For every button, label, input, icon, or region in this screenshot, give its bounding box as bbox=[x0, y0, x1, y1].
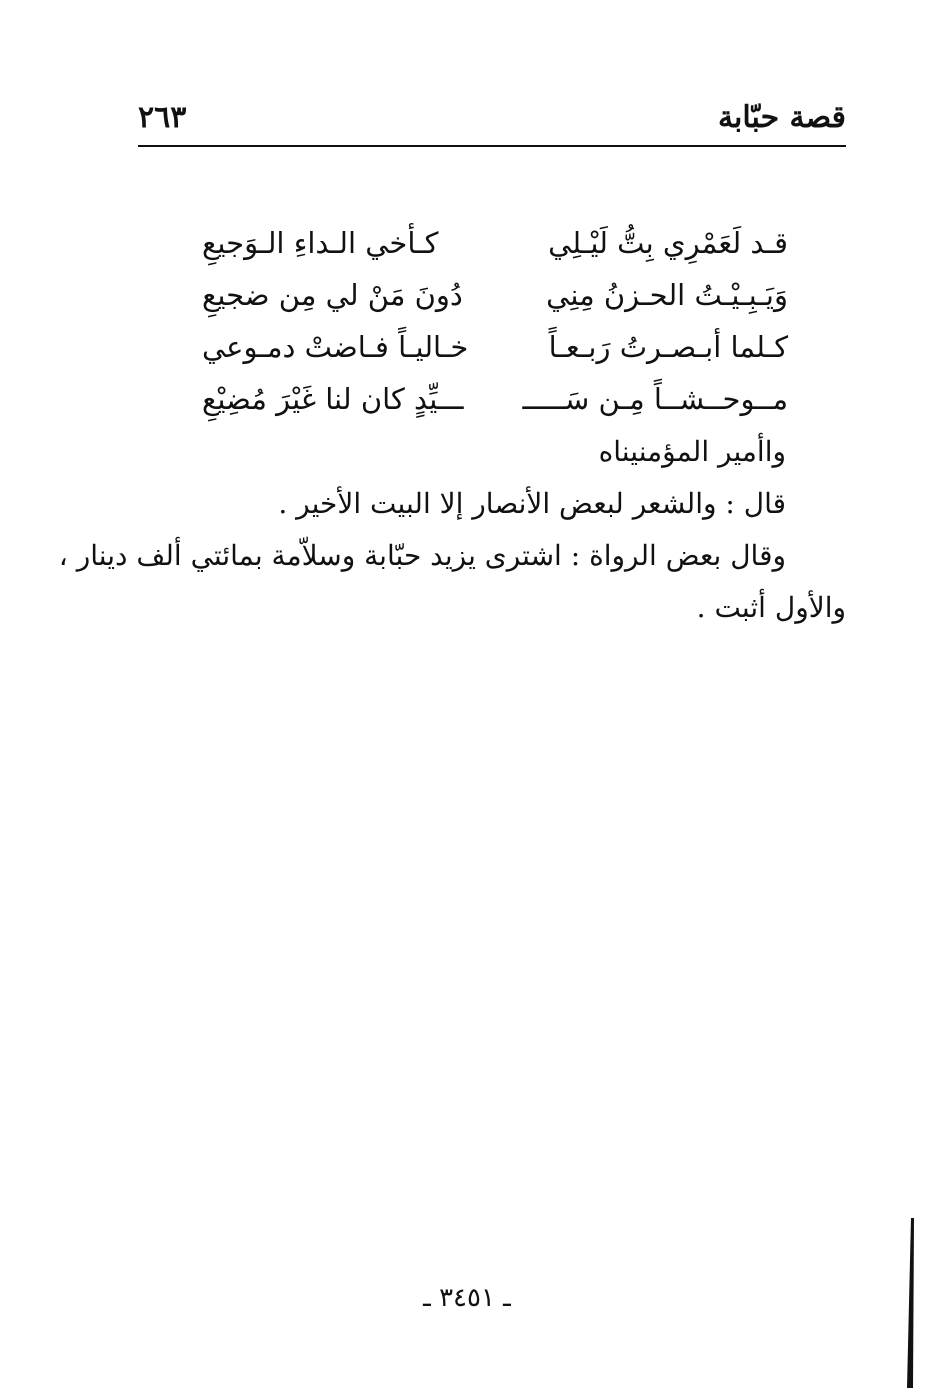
header-rule bbox=[138, 145, 846, 147]
verse-first-hemistich: مــوحــشــاً مِـن سَـــــ bbox=[522, 382, 788, 416]
running-head bbox=[138, 98, 846, 144]
poem-verse bbox=[188, 272, 788, 324]
verse-second-hemistich: خـاليـاً فـاضتْ دمـوعي bbox=[202, 330, 469, 364]
verse-first-hemistich: قـد لَعَمْرِي بِتُّ لَيْـلِي bbox=[548, 226, 788, 260]
verse-first-hemistich: وَيَـبِـيْـتُ الحـزنُ مِنِي bbox=[546, 278, 788, 312]
verse-second-hemistich: ـــيِّدٍ كان لنا غَيْرَ مُضِيْعِ bbox=[202, 382, 464, 416]
poem-verse bbox=[188, 220, 788, 272]
conclusion-line: والأول أثبت . bbox=[696, 591, 846, 624]
verse-second-hemistich: دُونَ مَنْ لي مِن ضجيعِ bbox=[202, 278, 463, 312]
verse-second-hemistich: كـأخي الـداءِ الـوَجيعِ bbox=[202, 226, 439, 260]
prose-body bbox=[58, 426, 846, 634]
volume-page-number: ـ ٣٤٥١ ـ bbox=[423, 1283, 511, 1313]
narration-line: وقال بعض الرواة : اشترى يزيد حبّابة وسلاّمة بمائتي ألف دينار ، bbox=[58, 539, 786, 572]
attribution-line: قال : والشعر لبعض الأنصار إلا البيت الأخير . bbox=[278, 487, 786, 520]
scan-edge-mark bbox=[905, 1218, 915, 1388]
poem-verse bbox=[188, 376, 788, 428]
poem-verse bbox=[188, 324, 788, 376]
exclamation-line: واأمير المؤمنيناه bbox=[598, 435, 786, 468]
poem bbox=[188, 220, 788, 428]
chapter-title: قصة حبّابة bbox=[717, 100, 846, 135]
page-number: ٢٦٣ bbox=[138, 100, 187, 135]
verse-first-hemistich: كـلما أبـصـرتُ رَبـعـاً bbox=[548, 330, 788, 364]
